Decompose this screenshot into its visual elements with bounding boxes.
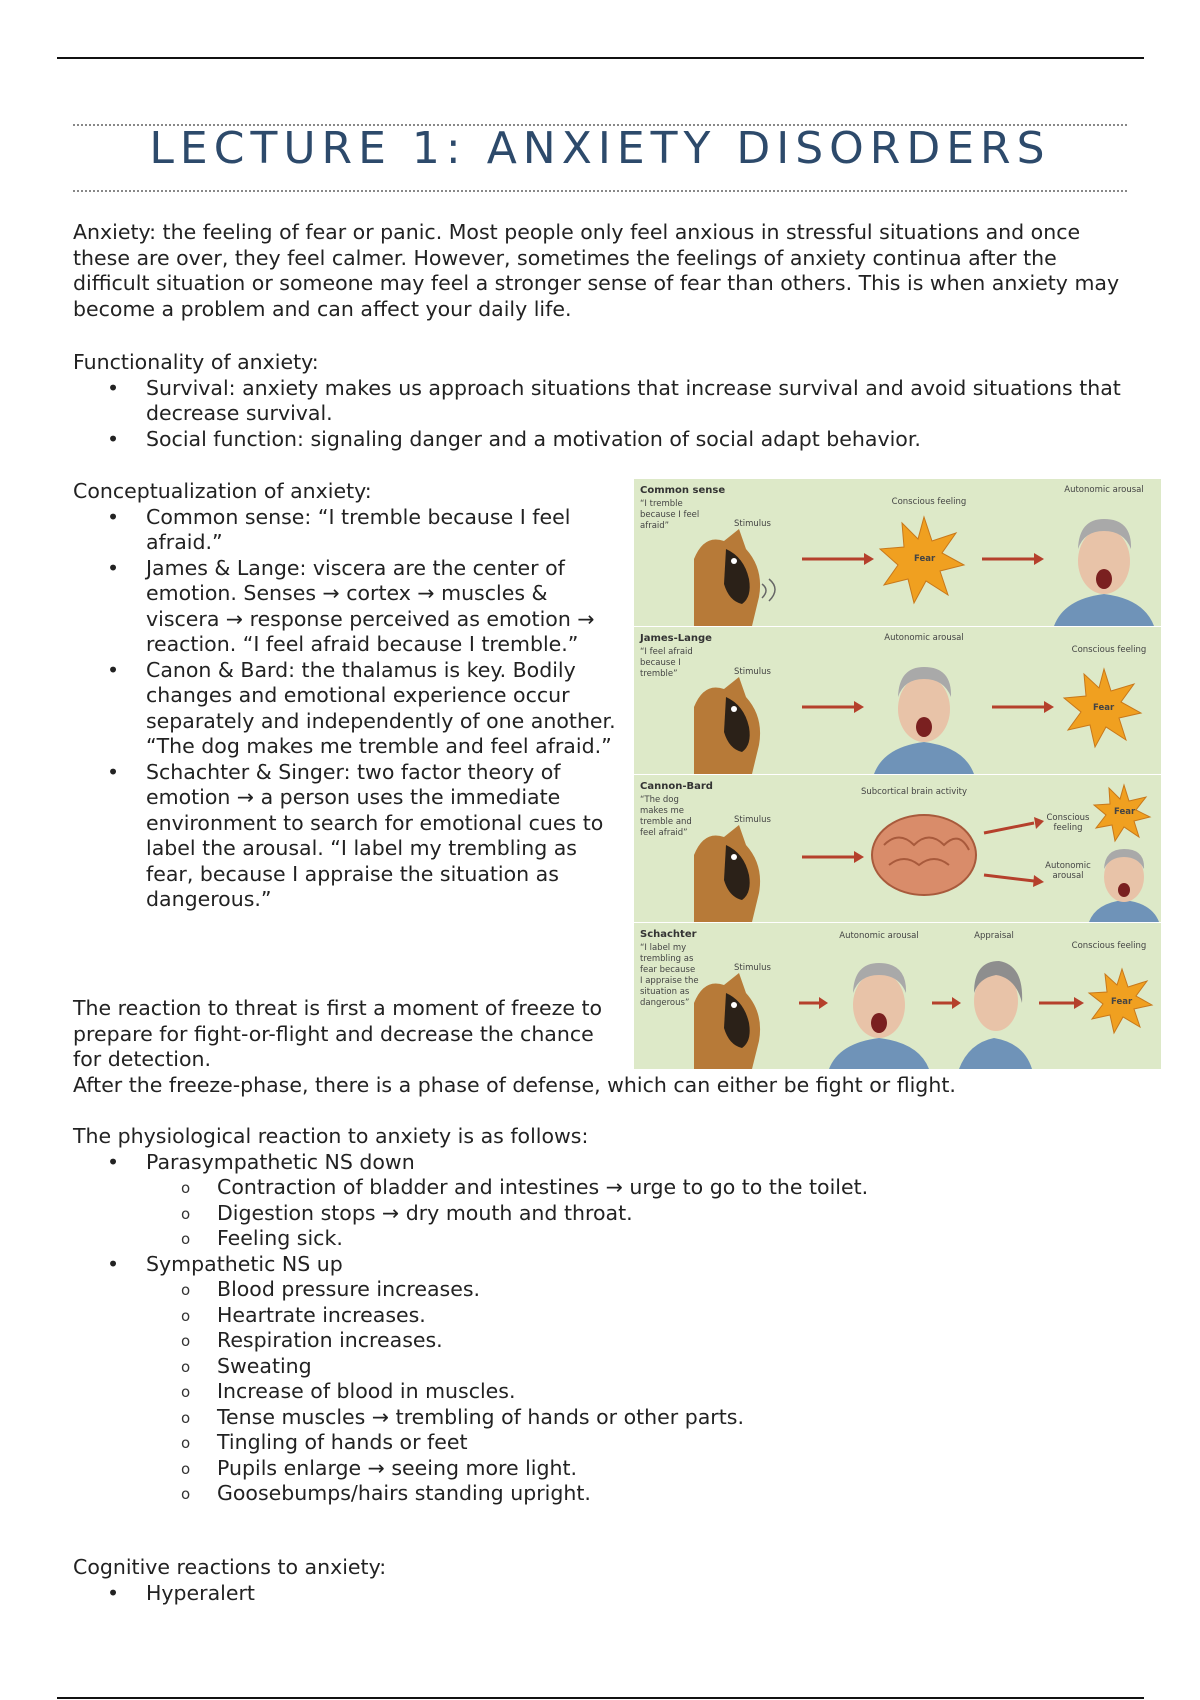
appraisal-label: Appraisal xyxy=(974,931,1014,941)
bottom-rule xyxy=(57,1697,1144,1699)
fear-label: Fear xyxy=(1093,703,1115,713)
dog-icon xyxy=(694,677,760,774)
arrow-icon xyxy=(932,997,961,1009)
figure-panel-cannon-bard xyxy=(634,775,1161,922)
stimulus-label: Stimulus xyxy=(734,963,771,973)
subcortical-activity-label: Subcortical brain activity xyxy=(860,787,968,797)
autonomic-arousal-label: Autonomic arousal xyxy=(1064,485,1144,495)
sub-list-item: o Blood pressure increases. xyxy=(73,1277,1133,1303)
threat-paragraph-2: After the freeze-phase, there is a phase of defense, which can either be fight or flight. xyxy=(73,1073,956,1097)
sub-list-item: o Goosebumps/hairs standing upright. xyxy=(73,1481,1133,1507)
autonomic-arousal-label: Autonomic arousal xyxy=(884,633,964,643)
sub-list-item: o Increase of blood in muscles. xyxy=(73,1379,1133,1405)
dog-icon xyxy=(694,529,775,626)
panel-art xyxy=(634,923,1161,1069)
panel-quote: “I feel afraid because I tremble” xyxy=(640,647,693,679)
physiological-heading: The physiological reaction to anxiety is as follows: xyxy=(73,1124,589,1148)
sub-list-item: o Feeling sick. xyxy=(73,1226,1133,1252)
conscious-feeling-label: Conscious feeling xyxy=(1071,941,1147,951)
list-item: • Common sense: “I tremble because I feel afraid.” xyxy=(73,505,618,556)
fear-label: Fear xyxy=(1114,807,1136,817)
functionality-heading: Functionality of anxiety: xyxy=(73,350,319,374)
page-title: LECTURE 1: ANXIETY DISORDERS xyxy=(149,123,1051,174)
list-item: • Hyperalert xyxy=(73,1581,1133,1607)
conscious-feeling-label: Conscious feeling xyxy=(1046,813,1090,833)
list-item: • Canon & Bard: the thalamus is key. Bodily changes and emotional experience occur separately and independently of one another. “The dog makes me tremble and feel afraid.” xyxy=(73,658,618,760)
dog-icon xyxy=(694,825,760,922)
arrow-icon xyxy=(984,875,1044,887)
list-item: • Survival: anxiety makes us approach situations that increase survival and avoid situations that decrease survival. xyxy=(73,376,1133,427)
panel-quote: “I label my trembling as fear because I appraise the situation as dangerous” xyxy=(640,943,699,1008)
conceptualization-heading: Conceptualization of anxiety: xyxy=(73,479,372,503)
trembling-person-icon xyxy=(1089,849,1159,922)
sub-list-item: o Pupils enlarge → seeing more light. xyxy=(73,1456,1133,1482)
sub-list-item: o Contraction of bladder and intestines → urge to go to the toilet. xyxy=(73,1175,1133,1201)
panel-art xyxy=(634,479,1161,626)
list-item: • Social function: signaling danger and a motivation of social adapt behavior. xyxy=(73,427,1133,453)
panel-quote: “The dog makes me tremble and feel afraid” xyxy=(640,795,692,838)
arrow-icon xyxy=(984,817,1044,833)
sub-list-item: o Respiration increases. xyxy=(73,1328,1133,1354)
sub-list-item: o Heartrate increases. xyxy=(73,1303,1133,1329)
list-item: • Parasympathetic NS down xyxy=(73,1150,1133,1176)
brain-icon xyxy=(872,815,976,895)
conceptualization-section xyxy=(73,479,618,913)
autonomic-arousal-label: Autonomic arousal xyxy=(839,931,919,941)
sub-list-item: o Tingling of hands or feet xyxy=(73,1430,1133,1456)
figure-panel-james-lange xyxy=(634,627,1161,774)
panel-quote: “I tremble because I feel afraid” xyxy=(640,499,700,531)
fear-label: Fear xyxy=(914,554,936,564)
sub-list-item: o Sweating xyxy=(73,1354,1133,1380)
panel-art xyxy=(634,775,1161,922)
panel-art xyxy=(634,627,1161,774)
arrow-icon xyxy=(992,701,1054,713)
intro-paragraph: Anxiety: the feeling of fear or panic. Most people only feel anxious in stressful situations and once these are over, they feel calmer. However, sometimes the feelings of anxiety continua after the difficult situation or someone may feel a stronger sense of fear than others. This is when anxiety may become a problem and can affect your daily life. xyxy=(73,220,1120,321)
calm-person-icon xyxy=(959,961,1032,1069)
conscious-feeling-label: Conscious feeling xyxy=(1071,645,1147,655)
sub-list-item: o Tense muscles → trembling of hands or other parts. xyxy=(73,1405,1133,1431)
list-item: • Sympathetic NS up xyxy=(73,1252,1133,1278)
arrow-icon xyxy=(802,701,864,713)
top-rule xyxy=(57,57,1144,59)
functionality-section xyxy=(73,350,1133,452)
panel-title: James-Lange xyxy=(640,633,712,644)
arrow-icon xyxy=(802,851,864,863)
conscious-feeling-label: Conscious feeling xyxy=(891,497,967,507)
panel-title: Cannon-Bard xyxy=(640,781,713,792)
figure-panel-schachter xyxy=(634,923,1161,1069)
panel-title: Schachter xyxy=(640,929,697,940)
trembling-person-icon xyxy=(829,963,929,1069)
list-item: • James & Lange: viscera are the center of emotion. Senses → cortex → muscles & viscera → response perceived as emotion → reaction. “I feel afraid because I tremble.” xyxy=(73,556,618,658)
arrow-icon xyxy=(982,553,1044,565)
trembling-person-icon xyxy=(1054,519,1154,626)
figure-panel-common-sense xyxy=(634,479,1161,626)
emotion-theories-figure xyxy=(634,479,1161,1069)
stimulus-label: Stimulus xyxy=(734,815,771,825)
trembling-person-icon xyxy=(874,667,974,774)
cognitive-heading: Cognitive reactions to anxiety: xyxy=(73,1555,387,1579)
threat-paragraph-1: The reaction to threat is first a moment of freeze to prepare for fight-or-flight and decrease the chance for detection. xyxy=(73,996,603,1071)
sub-list-item: o Digestion stops → dry mouth and throat. xyxy=(73,1201,1133,1227)
cognitive-section xyxy=(73,1555,1133,1606)
fear-label: Fear xyxy=(1111,997,1133,1007)
title-bottom-border xyxy=(73,190,1127,192)
autonomic-arousal-label: Autonomic arousal xyxy=(1045,861,1091,881)
stimulus-label: Stimulus xyxy=(734,519,771,529)
arrow-icon xyxy=(799,997,828,1009)
list-item: • Schachter & Singer: two factor theory of emotion → a person uses the immediate environment to search for emotional cues to label the arousal. “I label my trembling as fear, because I appraise the situation as dangerous.” xyxy=(73,760,618,913)
arrow-icon xyxy=(1039,997,1084,1009)
panel-title: Common sense xyxy=(640,485,726,496)
arrow-icon xyxy=(802,553,874,565)
physiological-section xyxy=(73,1124,1133,1507)
dog-icon xyxy=(694,973,760,1069)
stimulus-label: Stimulus xyxy=(734,667,771,677)
